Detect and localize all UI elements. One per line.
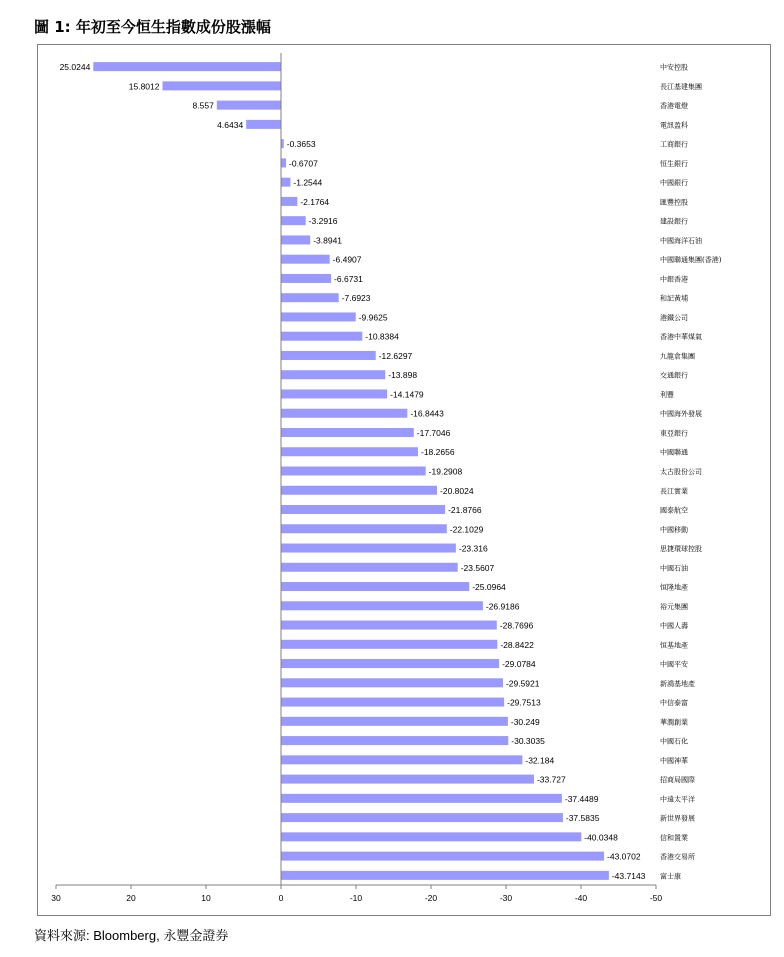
bar <box>246 120 281 129</box>
bar <box>281 293 339 302</box>
bar <box>281 409 407 418</box>
data-label: -19.2908 <box>428 466 463 477</box>
bar <box>281 370 385 379</box>
figure-title: 圖 1: 年初至今恒生指數成份股漲幅 <box>34 18 271 36</box>
bar <box>281 871 609 880</box>
data-label: -29.0784 <box>502 659 536 670</box>
category-label: 香港中華煤氣 <box>660 333 702 342</box>
bar <box>281 216 306 225</box>
bar <box>281 698 504 707</box>
bar <box>281 486 437 495</box>
data-label: -17.7046 <box>416 427 451 438</box>
data-label: -13.898 <box>388 370 418 381</box>
category-label: 香港交易所 <box>660 853 695 862</box>
category-label: 中遠太平洋 <box>660 795 695 804</box>
bar <box>281 813 563 822</box>
bar <box>281 235 310 244</box>
category-label: 恒隆地產 <box>660 583 688 592</box>
category-label: 中銀香港 <box>660 275 688 284</box>
bar <box>281 678 503 687</box>
data-label: -6.4907 <box>332 254 362 265</box>
data-label: -3.2916 <box>308 216 338 227</box>
data-label: -12.6297 <box>378 350 413 361</box>
data-label: -28.8422 <box>500 639 534 650</box>
category-label: 中國神華 <box>660 756 688 765</box>
bar <box>281 852 604 861</box>
data-label: -0.3653 <box>286 139 316 150</box>
bar <box>281 389 387 398</box>
data-label: 15.8012 <box>128 81 160 92</box>
category-label: 長江基建集團 <box>660 82 702 91</box>
category-label: 思捷環球控股 <box>660 545 702 554</box>
category-label: 國泰航空 <box>660 506 688 515</box>
category-label: 中安控股 <box>660 63 688 72</box>
category-label: 港鐵公司 <box>660 313 688 322</box>
data-label: -29.7513 <box>507 697 541 708</box>
bar <box>217 101 281 110</box>
bar <box>281 505 445 514</box>
bar <box>281 197 297 206</box>
data-label: -21.8766 <box>448 505 482 516</box>
data-label: -22.1029 <box>449 524 484 535</box>
x-tick-label: -50 <box>649 893 663 903</box>
bar <box>281 158 286 167</box>
data-label: -14.1479 <box>390 389 424 400</box>
bar <box>281 312 356 321</box>
category-label: 中國人壽 <box>660 622 688 631</box>
category-label: 建設銀行 <box>660 217 688 226</box>
category-label: 長江實業 <box>660 487 688 496</box>
x-tick-label: 20 <box>126 893 136 903</box>
data-label: -43.0702 <box>607 851 641 862</box>
data-label: -1.2544 <box>293 177 323 188</box>
category-label: 太古股份公司 <box>660 468 702 476</box>
category-label: 和記黃埔 <box>660 294 688 303</box>
x-tick-label: -10 <box>349 893 363 903</box>
data-label: -23.5607 <box>460 562 495 573</box>
bar <box>281 755 522 764</box>
category-label: 新鴻基地產 <box>660 679 695 688</box>
category-label: 交通銀行 <box>660 371 688 380</box>
bar <box>281 659 499 668</box>
data-label: 8.557 <box>192 100 214 111</box>
bar <box>93 62 281 71</box>
bar <box>281 640 497 649</box>
bar <box>281 544 456 553</box>
bar <box>281 178 290 187</box>
data-label: -6.6731 <box>334 273 363 284</box>
category-label: 九龍倉集團 <box>660 352 695 361</box>
data-label: -2.1764 <box>300 196 330 207</box>
bar <box>281 274 331 283</box>
bar <box>281 582 469 591</box>
category-label: 華潤創業 <box>660 718 688 727</box>
data-label: -40.0348 <box>584 832 618 843</box>
chart-frame <box>37 44 771 916</box>
data-label: -23.316 <box>458 543 488 554</box>
bar <box>281 428 414 437</box>
bar <box>281 563 458 572</box>
data-label: -32.184 <box>525 755 555 766</box>
bar <box>281 255 330 264</box>
data-label: -9.9625 <box>358 312 388 323</box>
category-label: 中國海外發展 <box>660 410 702 419</box>
bar <box>281 775 534 784</box>
bar <box>281 467 426 476</box>
category-label: 中信泰富 <box>660 699 688 708</box>
category-label: 中國銀行 <box>660 179 688 188</box>
data-label: 4.6434 <box>217 119 244 130</box>
data-label: -18.2656 <box>420 447 455 458</box>
data-label: -28.7696 <box>499 620 534 631</box>
bar <box>281 447 418 456</box>
bar <box>281 717 508 726</box>
data-label: -30.249 <box>510 716 540 727</box>
data-label: 25.0244 <box>59 62 91 73</box>
x-tick-label: -30 <box>499 893 513 903</box>
bar <box>281 736 508 745</box>
category-label: 匯豐控股 <box>660 198 688 207</box>
x-tick-label: 10 <box>201 893 211 903</box>
category-label: 中國石油 <box>660 564 688 573</box>
x-tick-label: 0 <box>278 893 284 903</box>
bar <box>281 794 562 803</box>
category-label: 新世界發展 <box>660 814 695 823</box>
bar <box>281 332 362 341</box>
category-label: 恒生銀行 <box>660 159 688 168</box>
category-label: 中國聯通 <box>660 448 688 457</box>
x-tick-label: -40 <box>574 893 588 903</box>
category-label: 中國石化 <box>660 737 688 746</box>
category-label: 電訊盈科 <box>660 121 688 130</box>
data-label: -3.8941 <box>313 235 343 246</box>
data-label: -10.8384 <box>365 331 399 342</box>
data-label: -29.5921 <box>505 678 540 689</box>
bar <box>281 832 581 841</box>
data-label: -37.4489 <box>564 793 599 804</box>
category-label: 中國聯通集團(香港) <box>660 256 722 265</box>
data-label: -43.7143 <box>611 870 646 881</box>
x-tick-label: 30 <box>51 893 61 903</box>
bar <box>281 601 483 610</box>
data-label: -7.6923 <box>341 293 371 304</box>
category-label: 信和置業 <box>660 833 688 842</box>
category-label: 香港電燈 <box>660 102 688 111</box>
data-label: -25.0964 <box>472 582 506 593</box>
data-label: -0.6707 <box>289 158 318 169</box>
source-note: 資料來源: Bloomberg, 永豐金證券 <box>34 928 229 943</box>
bar <box>162 81 281 90</box>
bar <box>281 524 447 533</box>
category-label: 工商銀行 <box>660 140 688 149</box>
category-label: 中國移動 <box>660 525 688 534</box>
category-label: 東亞銀行 <box>660 429 688 438</box>
data-label: -16.8443 <box>410 408 444 419</box>
category-label: 中國平安 <box>660 660 688 669</box>
data-label: -30.3035 <box>511 736 545 747</box>
bar <box>281 351 376 360</box>
category-label: 恒基地產 <box>660 641 688 650</box>
bar <box>281 621 497 630</box>
category-label: 中國海洋石油 <box>660 236 702 245</box>
data-label: -20.8024 <box>440 485 474 496</box>
data-label: -37.5835 <box>565 813 600 824</box>
category-label: 裕元集團 <box>660 602 688 611</box>
bar-chart <box>38 45 770 915</box>
category-label: 富士康 <box>660 872 681 881</box>
category-label: 利豐 <box>660 390 674 399</box>
x-tick-label: -20 <box>424 893 438 903</box>
data-label: -26.9186 <box>485 601 520 612</box>
data-label: -33.727 <box>536 774 566 785</box>
category-label: 招商局國際 <box>660 776 695 785</box>
